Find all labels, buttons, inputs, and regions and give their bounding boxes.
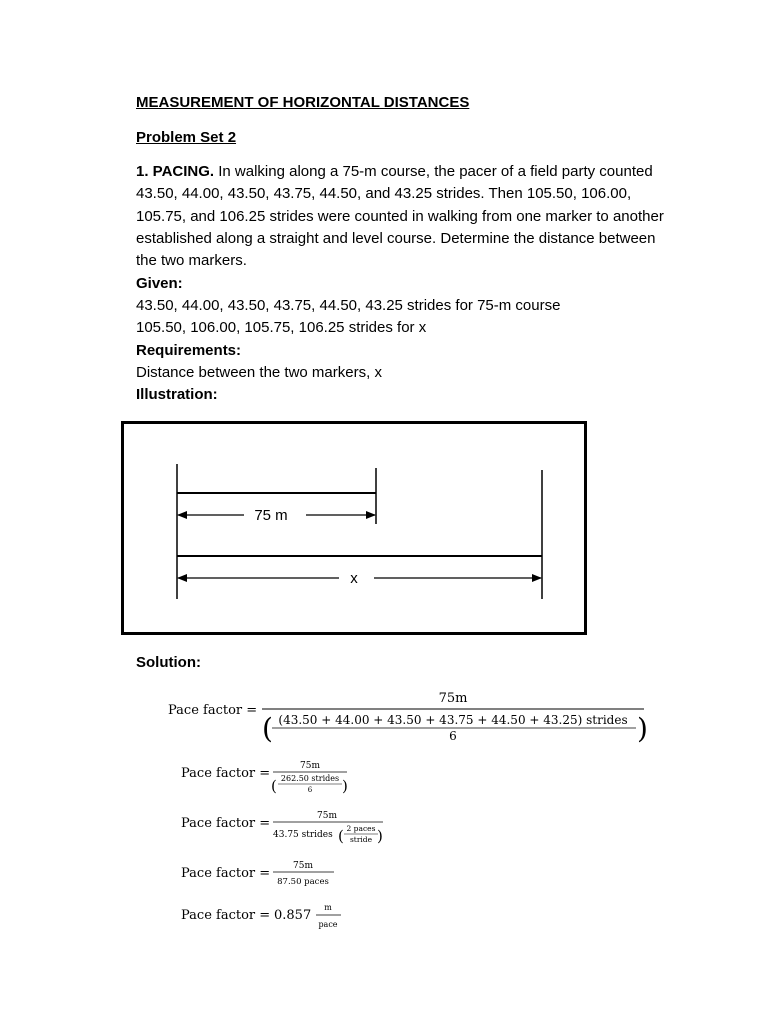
eq4-lhs: Pace factor = [181,866,271,881]
eq3-right-paren: ) [377,827,383,845]
eq2-right-paren: ) [342,777,348,795]
eq3-lhs: Pace factor = [181,816,271,831]
eq1-right-paren: ) [637,712,648,745]
given-line: 43.50, 44.00, 43.50, 43.75, 44.50, 43.25 strides for 75-m course [136,297,561,314]
solution-heading: Solution: [136,654,201,671]
illustration-diagram [124,424,584,632]
eq3-left-paren: ( [338,827,344,845]
eq5-unit-top: m [324,903,332,912]
illustration-box [121,421,587,635]
eq5-unit-bottom: pace [318,920,338,929]
x-dimension-label: x [350,570,358,587]
eq5-value: 0.857 [274,908,312,923]
eq1-left-paren: ( [262,712,273,745]
eq3-den-main: 43.75 strides [273,830,333,840]
requirements-heading: Requirements: [136,342,242,359]
eq2-den-top: 262.50 strides [280,774,340,783]
problem-line: established along a straight and level course. Determine the distance between [136,229,656,247]
eq3-numerator: 75m [317,811,337,821]
problem-line: 43.50, 44.00, 43.50, 43.75, 44.50, and 43.25 strides. Then 105.50, 106.00, [136,185,632,203]
eq1-lhs: Pace factor = [168,703,258,718]
problem-paragraph [136,161,696,272]
eq1-denominator: (43.50 + 44.00 + 43.50 + 43.75 + 44.50 + 43.25) strides [278,713,628,727]
given-heading: Given: [136,275,183,292]
eq5-lhs: Pace factor = [181,908,271,923]
problem-label: 1. PACING. [136,163,215,180]
eq3-frac-top: 2 paces [346,824,376,833]
eq1-numerator: 75m [438,691,468,706]
eq1-denominator-sub: 6 [449,729,457,743]
document-title: MEASUREMENT OF HORIZONTAL DISTANCES [136,94,470,111]
eq4-numerator: 75m [293,861,313,871]
eq4-denominator: 87.50 paces [277,877,329,887]
problem-set-title: Problem Set 2 [136,129,237,146]
eq2-den-bottom: 6 [307,786,313,794]
eq2-lhs: Pace factor = [181,766,271,781]
problem-line [136,161,696,183]
problem-line: 105.75, and 106.25 strides were counted in walking from one marker to another [136,207,664,225]
eq2-numerator: 75m [300,761,320,771]
solution-equations [0,680,768,950]
problem-line-text: In walking along a 75-m course, the pacer of a field party counted [214,163,653,180]
illustration-heading: Illustration: [136,386,218,403]
75m-dimension-label: 75 m [254,507,288,524]
eq2-left-paren: ( [271,777,277,795]
requirements-text: Distance between the two markers, x [136,364,382,381]
eq3-frac-bottom: stride [349,835,373,844]
problem-line: the two markers. [136,252,247,270]
given-line: 105.50, 106.00, 105.75, 106.25 strides for x [136,319,427,336]
